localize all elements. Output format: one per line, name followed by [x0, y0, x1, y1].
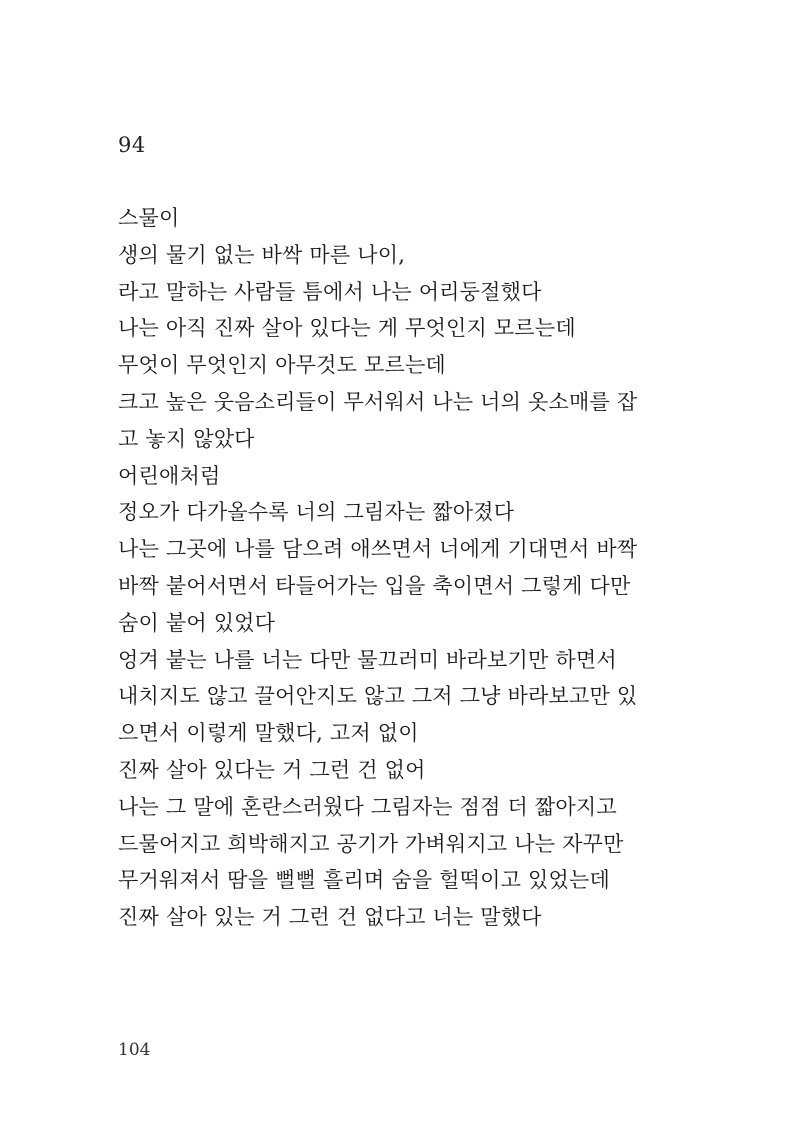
- poem-line: 무거워져서 땀을 뻘뻘 흘리며 숨을 헐떡이고 있었는데: [118, 868, 610, 893]
- poem-line: 엉겨 붙는 나를 너는 다만 물끄러미 바라보기만 하면서: [118, 647, 617, 672]
- poem-line: 나는 그곳에 나를 담으려 애쓰면서 너에게 기대면서 바짝: [118, 537, 638, 562]
- poem-line: 생의 물기 없는 바싹 마른 나이,: [118, 242, 406, 267]
- poem-body: [118, 200, 658, 936]
- poem-number: 94: [118, 133, 146, 157]
- poem-line: 무엇이 무엇인지 아무것도 모르는데: [118, 353, 446, 378]
- poem-line: 어린애처럼: [118, 463, 221, 488]
- page-number: 104: [118, 1040, 151, 1060]
- poem-line: 크고 높은 웃음소리들이 무서워서 나는 너의 옷소매를 잡: [118, 389, 638, 414]
- poem-line: 정오가 다가올수록 너의 그림자는 짧아졌다: [118, 500, 515, 525]
- poem-line: 라고 말하는 사람들 틈에서 나는 어리둥절했다: [118, 279, 542, 304]
- poem-line: 나는 아직 진짜 살아 있다는 게 무엇인지 모르는데: [118, 316, 576, 341]
- poem-line: 내치지도 않고 끌어안지도 않고 그저 그냥 바라보고만 있: [118, 684, 638, 709]
- poem-line: 드물어지고 희박해지고 공기가 가벼워지고 나는 자꾸만: [118, 831, 624, 856]
- poem-line: 스물이: [118, 206, 180, 230]
- poem-line: 숨이 붙어 있었다: [118, 610, 276, 635]
- poem-line: 고 놓지 않았다: [118, 426, 255, 451]
- poem-line: 으면서 이렇게 말했다, 고저 없이: [118, 721, 419, 746]
- poem-line: 바짝 붙어서면서 타들어가는 입을 축이면서 그렇게 다만: [118, 573, 631, 598]
- poem-line: 진짜 살아 있다는 거 그런 건 없어: [118, 757, 426, 782]
- poem-line: 진짜 살아 있는 거 그런 건 없다고 너는 말했다: [118, 905, 542, 930]
- poem-line: 나는 그 말에 혼란스러웠다 그림자는 점점 더 짧아지고: [118, 794, 617, 819]
